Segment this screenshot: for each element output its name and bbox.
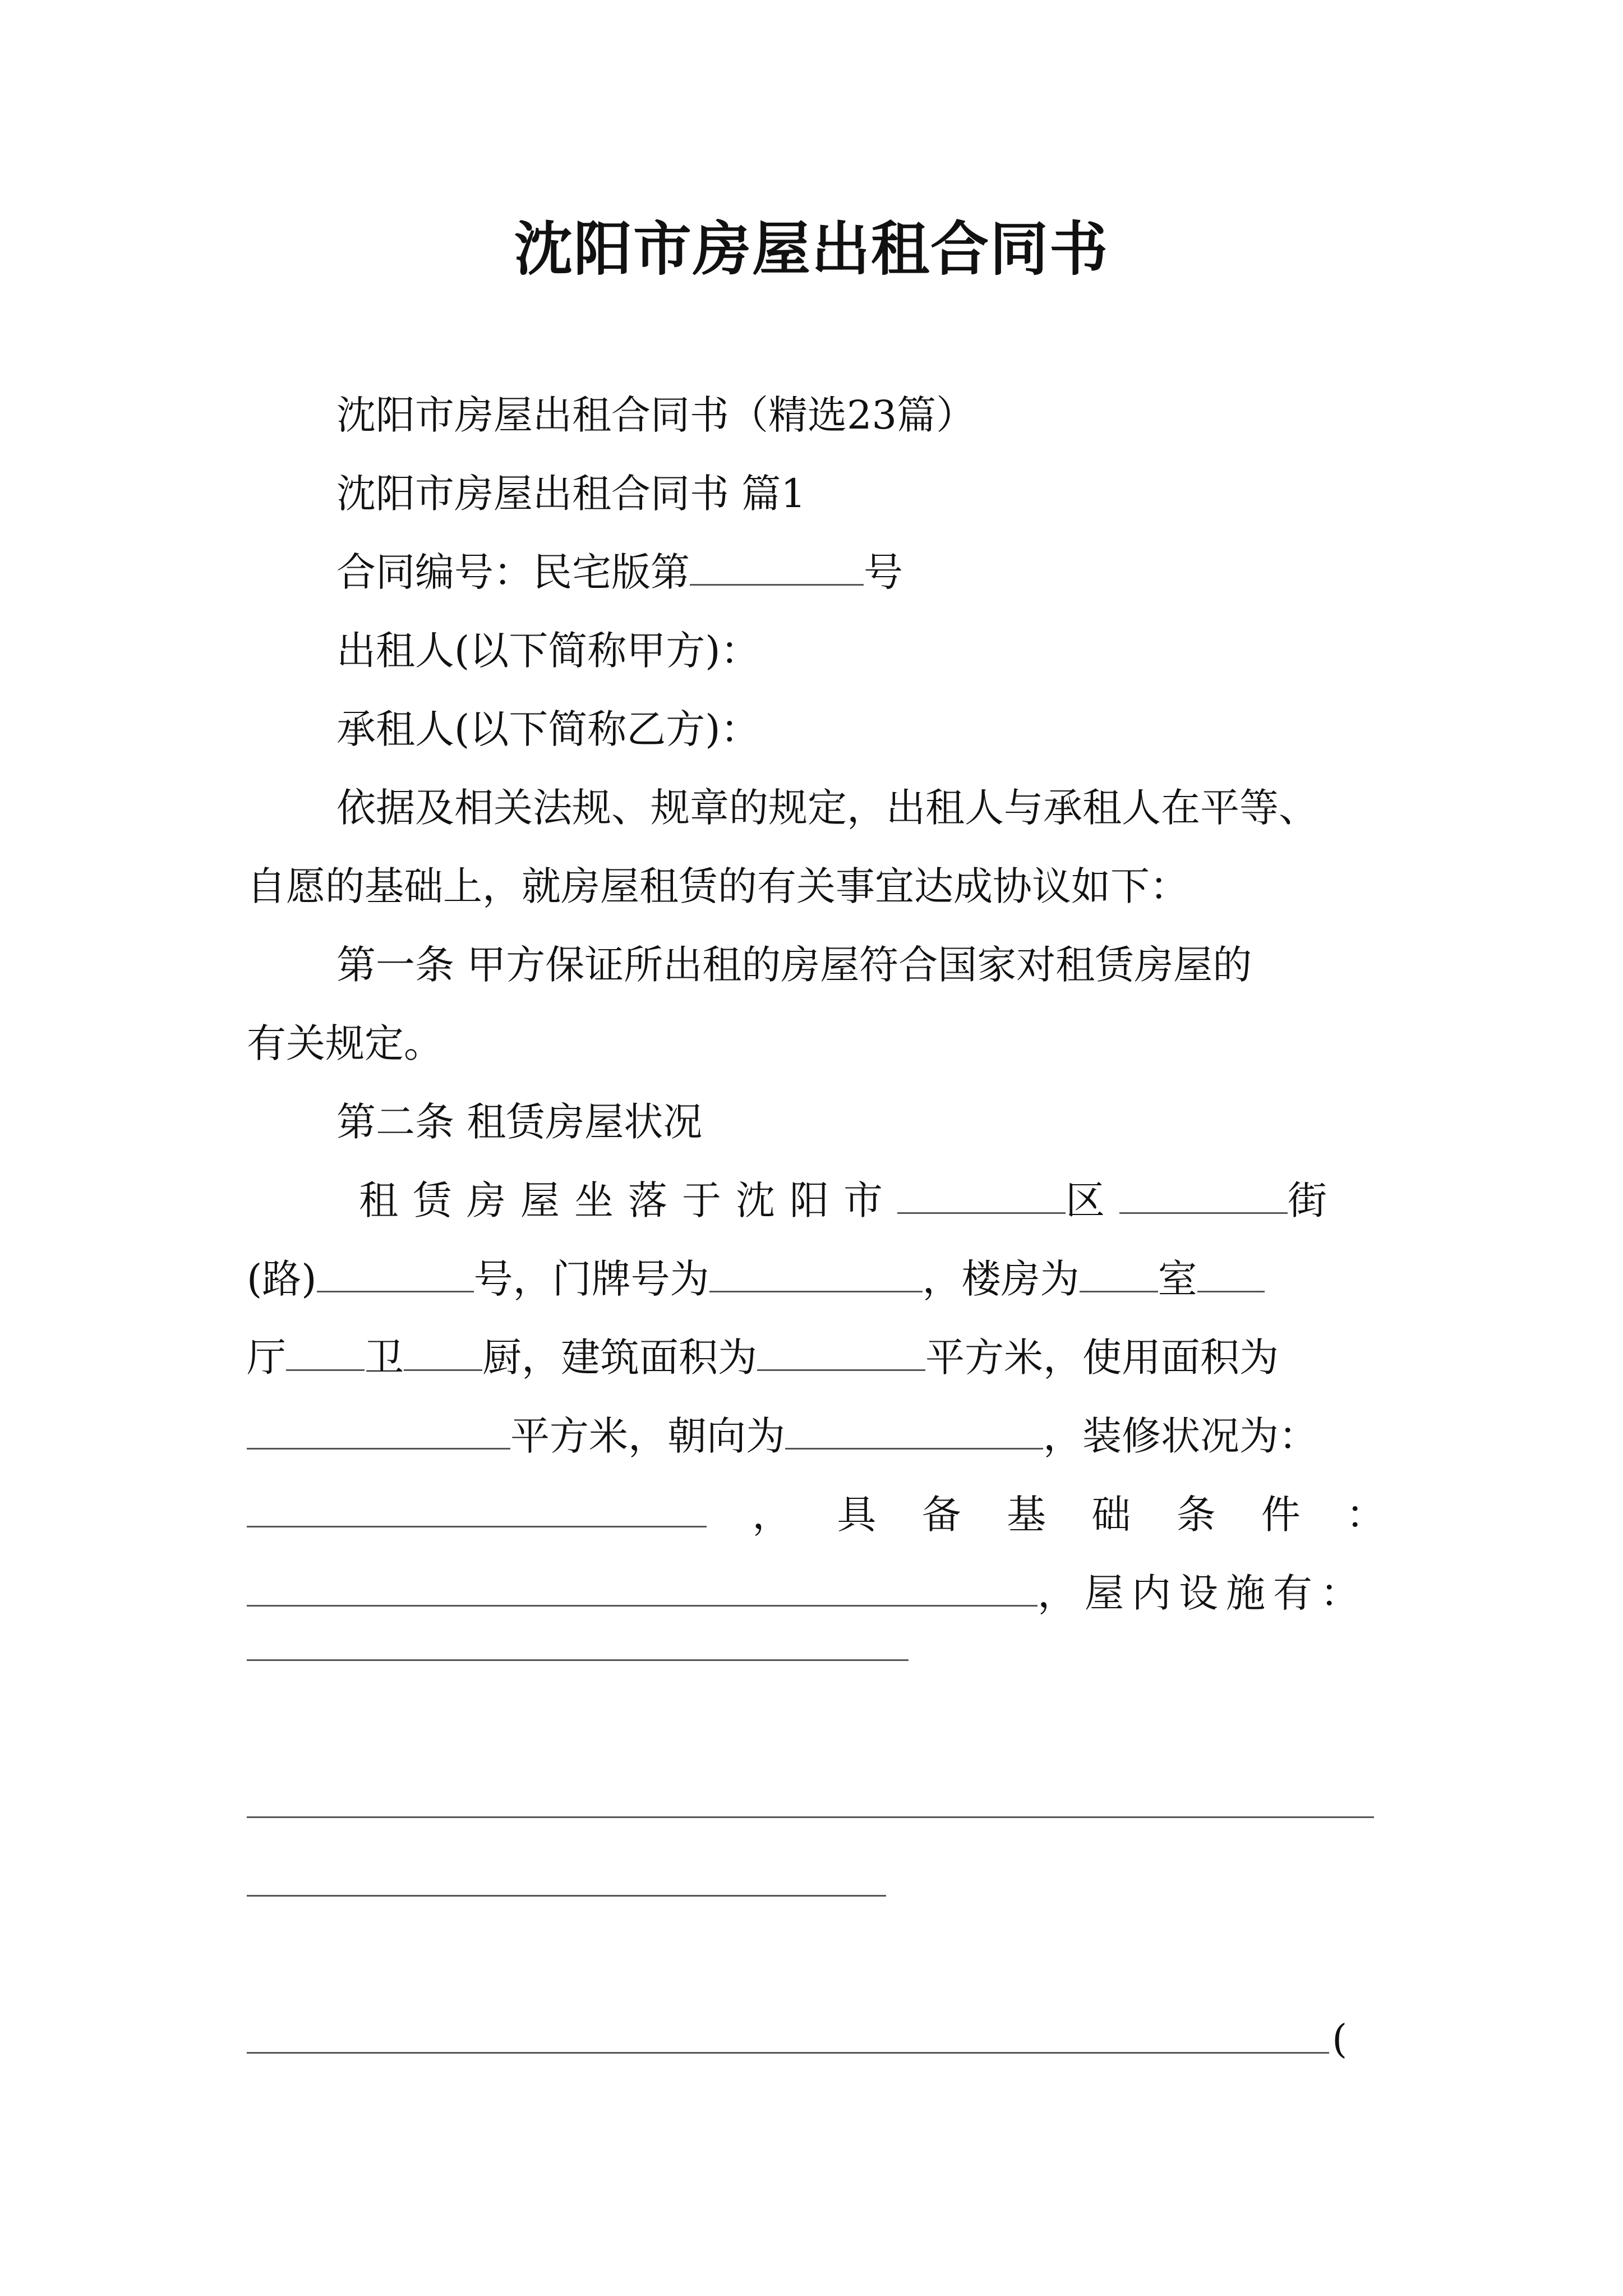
facilities-blank-line-2 <box>247 1816 1374 1818</box>
article1-line-1: 第一条 甲方保证所出租的房屋符合国家对租赁房屋的 <box>336 942 1252 988</box>
door-number-text: 号，门牌号为 <box>473 1256 709 1302</box>
section-heading: 沈阳市房屋出租合同书 篇1 <box>336 471 806 517</box>
condition-char-3: 基 <box>1007 1492 1046 1538</box>
street-blank <box>1119 1173 1288 1214</box>
comma-char: ， <box>752 1492 792 1538</box>
rooms-blank <box>1080 1251 1158 1292</box>
article1-line-2: 有关规定。 <box>247 1020 443 1066</box>
facilities-text: ，屋内设施有： <box>1038 1570 1367 1616</box>
lessor-line: 出租人(以下简称甲方)： <box>336 628 760 674</box>
article2-line-1 <box>359 1172 1341 1228</box>
building-area-text: 厨，建筑面积为 <box>482 1335 757 1381</box>
article2-line-6 <box>247 1565 1367 1621</box>
facilities-blank-line-1 <box>247 1659 909 1661</box>
street-label: 街 <box>1288 1177 1341 1223</box>
room-label: 室 <box>1158 1256 1197 1302</box>
usable-area-blank <box>247 1409 510 1450</box>
intro-line-2: 自愿的基础上，就房屋租赁的有关事宜达成协议如下： <box>247 863 1189 909</box>
road-label: (路) <box>247 1256 317 1302</box>
condition-char-4: 础 <box>1091 1492 1131 1538</box>
contract-number-suffix: 号 <box>864 549 903 595</box>
article2-line-2 <box>247 1251 1265 1307</box>
article2-heading: 第二条 租赁房屋状况 <box>336 1099 703 1145</box>
lessee-line: 承租人(以下简称乙方)： <box>336 706 760 752</box>
orientation-blank <box>785 1409 1043 1450</box>
article2-line-3 <box>247 1329 1279 1386</box>
bath-label: 卫 <box>365 1335 404 1381</box>
halls-blank <box>1197 1251 1265 1292</box>
intro-line-1: 依据及相关法规、规章的规定，出租人与承租人在平等、 <box>336 785 1318 831</box>
contract-number-label: 合同编号：民宅版第 <box>336 549 690 595</box>
building-text: ，楼房为 <box>922 1256 1080 1302</box>
condition-char-6: 件 <box>1261 1492 1301 1538</box>
building-area-blank <box>757 1330 925 1371</box>
condition-char-5: 条 <box>1176 1492 1216 1538</box>
condition-char-1: 具 <box>837 1492 877 1538</box>
door-number-blank <box>709 1251 923 1292</box>
decoration-blank <box>247 1487 707 1527</box>
hall-label: 厅 <box>247 1335 286 1381</box>
usable-area-text: 平方米，使用面积为 <box>925 1335 1279 1381</box>
basic-conditions-blank <box>247 1566 1038 1607</box>
contract-number-blank <box>690 545 864 586</box>
district-label: 区 <box>1066 1177 1119 1223</box>
district-blank <box>897 1173 1066 1214</box>
subtitle: 沈阳市房屋出租合同书（精选23篇） <box>336 392 976 438</box>
number-blank <box>317 1251 474 1292</box>
document-title: 沈阳市房屋出租合同书 <box>514 214 1109 283</box>
kitchen-blank <box>404 1330 482 1371</box>
facilities-blank-line-4 <box>247 2052 1329 2054</box>
colon-char: ： <box>1346 1492 1385 1538</box>
open-paren: ( <box>1332 2016 1348 2062</box>
bath-blank <box>286 1330 365 1371</box>
condition-char-2: 备 <box>921 1492 961 1538</box>
orientation-text: 平方米，朝向为 <box>510 1413 785 1459</box>
article2-line-5 <box>247 1487 1385 1543</box>
location-city-text: 租赁房屋坐落于沈阳市 <box>359 1177 897 1223</box>
facilities-blank-line-3 <box>247 1895 886 1897</box>
article2-line-4 <box>247 1408 1318 1464</box>
decoration-text: ，装修状况为： <box>1043 1413 1318 1459</box>
contract-number <box>336 544 903 600</box>
